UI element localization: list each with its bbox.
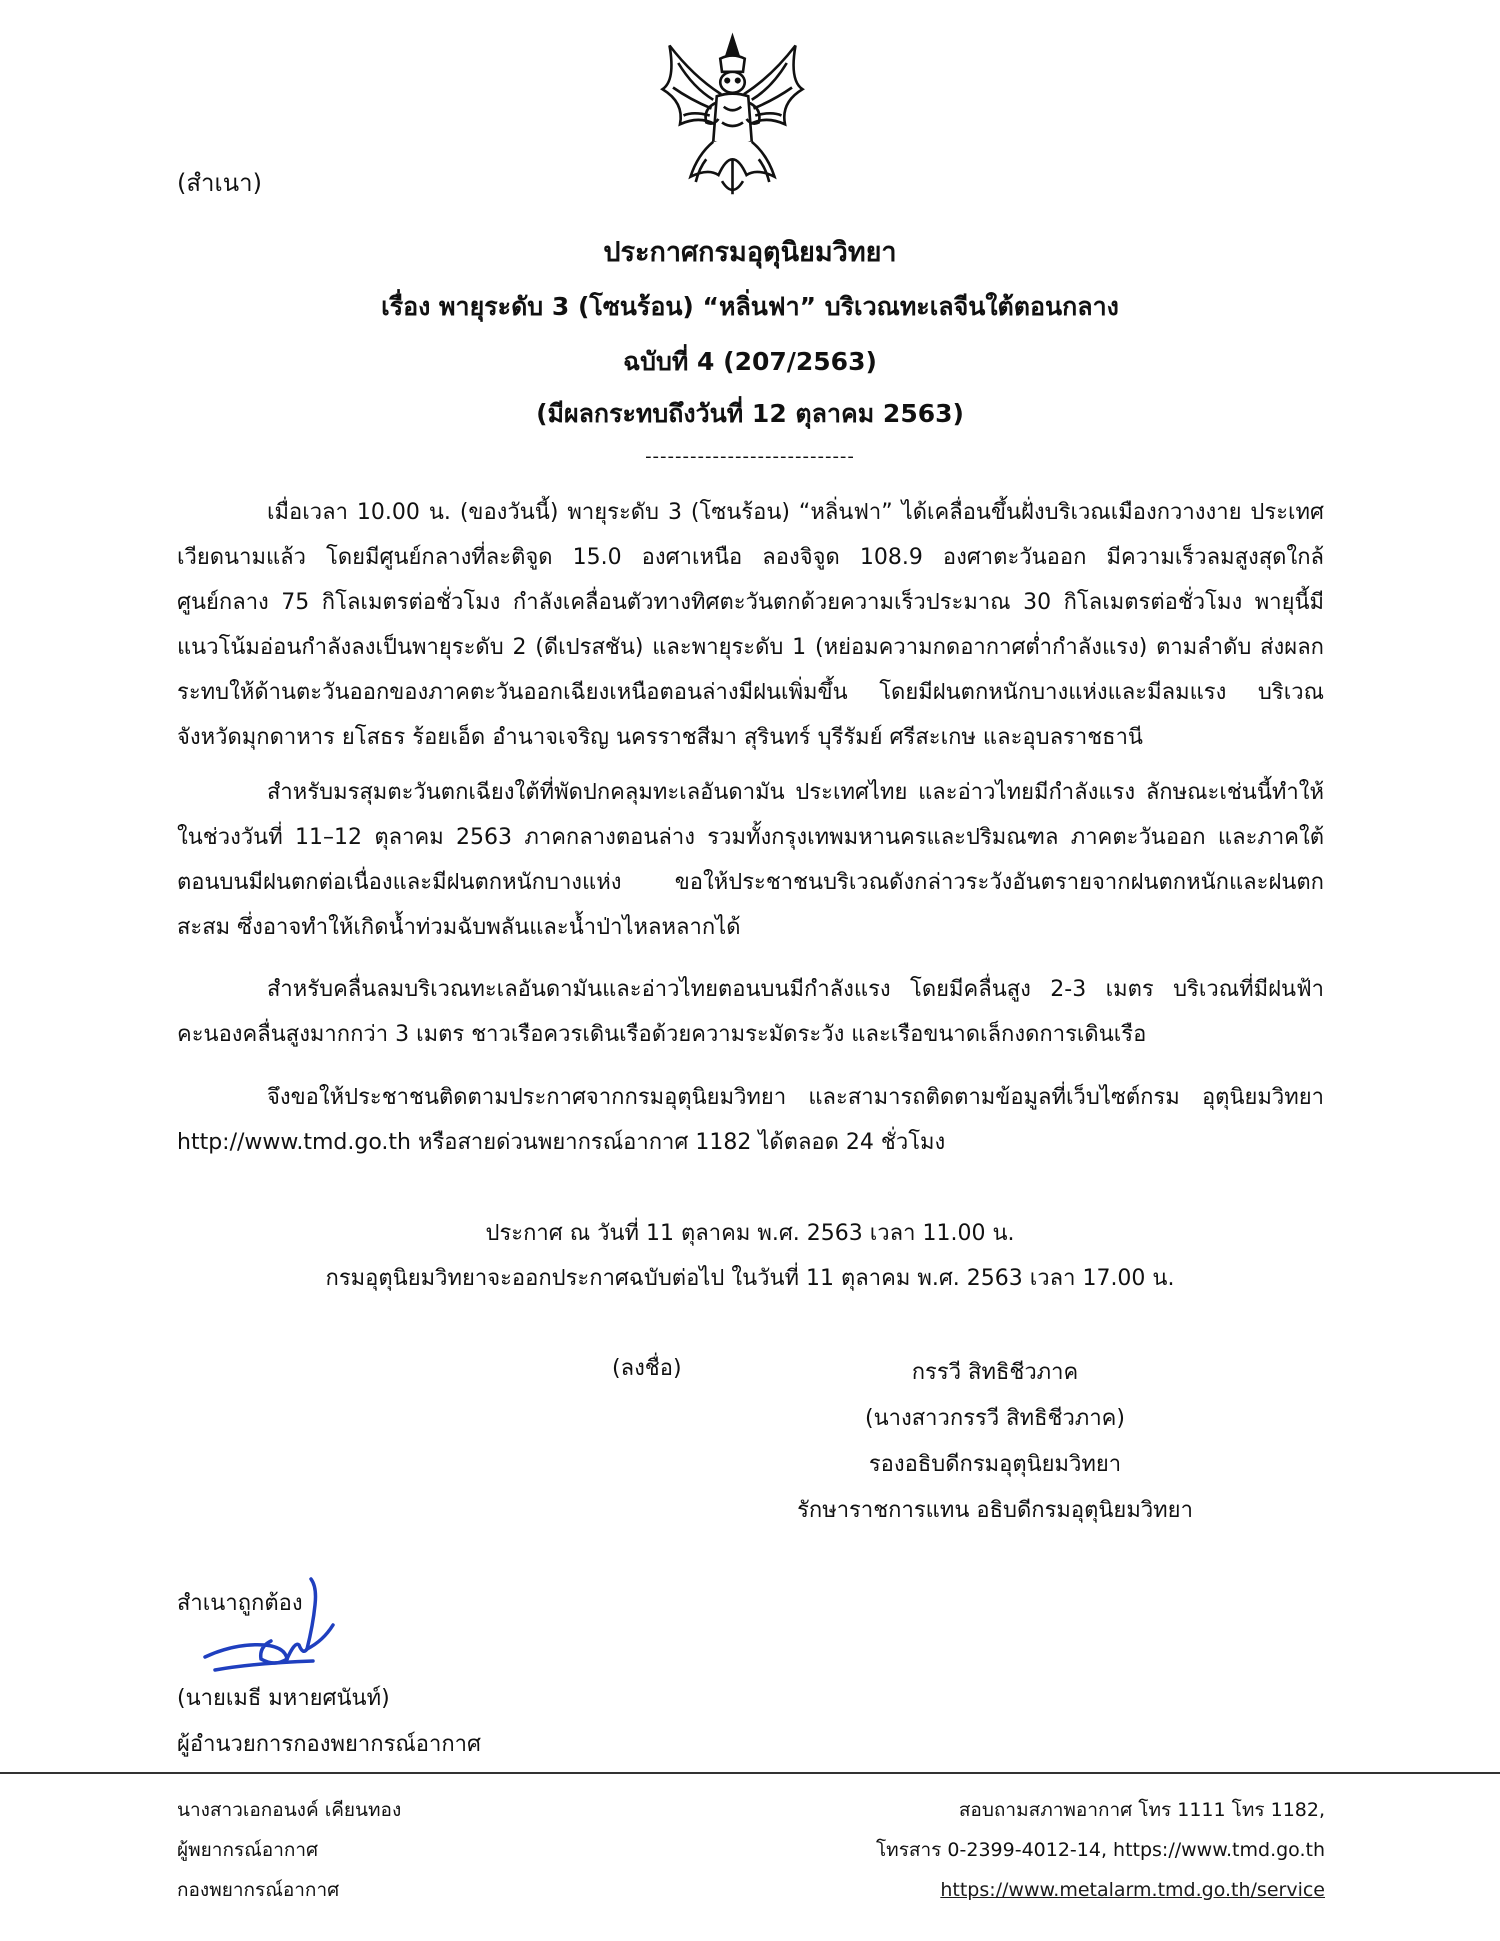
garuda-emblem-icon bbox=[645, 28, 820, 203]
metalarm-service-link[interactable]: https://www.metalarm.tmd.go.th/service bbox=[940, 1879, 1325, 1901]
signed-name: กรรวี สิทธิชีวภาค bbox=[911, 1360, 1079, 1385]
paragraph-waves: สำหรับคลื่นลมบริเวณทะเลอันดามันและอ่าวไทยตอนบนมีกำลังแรง โดยมีคลื่นสูง 2-3 เมตร บริเวณที่มีฝนฟ้าคะนองคลื่นสูงมากกว่า 3 เมตร ชาวเรือควรเดินเรือด้วยความระมัดระวัง และเรือขนาดเล็กงดการเดินเรือ bbox=[177, 977, 1324, 1047]
contact-fax-website: โทรสาร 0-2399-4012-14, https://www.tmd.go.th bbox=[875, 1839, 1325, 1861]
announcement-date: ประกาศ ณ วันที่ 11 ตุลาคม พ.ศ. 2563 เวลา 11.00 น. bbox=[485, 1221, 1015, 1246]
forecaster-name: นางสาวเอกอนงค์ เคียนทอง bbox=[177, 1799, 402, 1821]
announcement-title: ประกาศกรมอุตุนิยมวิทยา bbox=[603, 237, 897, 268]
signature-label: (ลงชื่อ) bbox=[612, 1356, 682, 1381]
announcement-issue: ฉบับที่ 4 (207/2563) bbox=[623, 347, 877, 376]
header-separator: ---------------------------- bbox=[645, 446, 855, 467]
signer-position: รองอธิบดีกรมอุตุนิยมวิทยา bbox=[868, 1452, 1122, 1477]
certifier-name: (นายเมธี มหายศนันท์) bbox=[177, 1686, 390, 1711]
signer-full-name: (นางสาวกรรวี สิทธิชีวภาค) bbox=[865, 1406, 1125, 1431]
footer-divider bbox=[0, 1772, 1500, 1774]
certifier-position: ผู้อำนวยการกองพยากรณ์อากาศ bbox=[177, 1732, 482, 1757]
paragraph-monsoon: สำหรับมรสุมตะวันตกเฉียงใต้ที่พัดปกคลุมทะเลอันดามัน ประเทศไทย และอ่าวไทยมีกำลังแรง ลักษณะเช่นนี้ทำให้ในช่วงวันที่ 11–12 ตุลาคม 2563 ภาคกลางตอนล่าง รวมทั้งกรุงเทพมหานครและปริมณฑล ภาคตะวันออก และภาคใต้ตอนบนมีฝนตกต่อเนื่องและมีฝนตกหนักบางแห่ง ขอให้ประชาชนบริเวณดังกล่าวระวังอันตรายจากฝนตกหนักและฝนตกสะสม ซึ่งอาจทำให้เกิดน้ำท่วมฉับพลันและน้ำป่าไหลหลากได้ bbox=[177, 780, 1324, 940]
forecaster-info bbox=[177, 1790, 401, 1910]
handwritten-signature-icon bbox=[195, 1575, 355, 1680]
announcement-subject: เรื่อง พายุระดับ 3 (โซนร้อน) “หลิ่นฟา” บริเวณทะเลจีนใต้ตอนกลาง bbox=[381, 292, 1119, 321]
signature-block bbox=[730, 1350, 1260, 1534]
forecaster-division: กองพยากรณ์อากาศ bbox=[177, 1879, 340, 1901]
copy-mark: (สำเนา) bbox=[177, 169, 262, 197]
certified-copy-label: สำเนาถูกต้อง bbox=[177, 1591, 303, 1616]
forecaster-title: ผู้พยากรณ์อากาศ bbox=[177, 1839, 319, 1861]
announcement-effect: (มีผลกระทบถึงวันที่ 12 ตุลาคม 2563) bbox=[536, 399, 964, 428]
paragraph-storm-position: เมื่อเวลา 10.00 น. (ของวันนี้) พายุระดับ 3 (โซนร้อน) “หลิ่นฟา” ได้เคลื่อนขึ้นฝั่งบริเวณเมืองกวางงาย ประเทศเวียดนามแล้ว โดยมีศูนย์กลางที่ละติจูด 15.0 องศาเหนือ ลองจิจูด 108.9 องศาตะวันออก มีความเร็วลมสูงสุดใกล้ศูนย์กลาง 75 กิโลเมตรต่อชั่วโมง กำลังเคลื่อนตัวทางทิศตะวันตกด้วยความเร็วประมาณ 30 กิโลเมตรต่อชั่วโมง พายุนี้มีแนวโน้มอ่อนกำลังลงเป็นพายุระดับ 2 (ดีเปรสชัน) และพายุระดับ 1 (หย่อมความกดอากาศต่ำกำลังแรง) ตามลำดับ ส่งผลกระทบให้ด้านตะวันออกของภาคตะวันออกเฉียงเหนือตอนล่างมีฝนเพิ่มขึ้น โดยมีฝนตกหนักบางแห่งและมีลมแรง บริเวณจังหวัดมุกดาหาร ยโสธร ร้อยเอ็ด อำนาจเจริญ นครราชสีมา สุรินทร์ บุรีรัมย์ ศรีสะเกษ และอุบลราชธานี bbox=[177, 500, 1324, 750]
next-announcement: กรมอุตุนิยมวิทยาจะออกประกาศฉบับต่อไป ในวันที่ 11 ตุลาคม พ.ศ. 2563 เวลา 17.00 น. bbox=[325, 1266, 1175, 1291]
contact-info bbox=[876, 1790, 1325, 1910]
signer-acting-position: รักษาราชการแทน อธิบดีกรมอุตุนิยมวิทยา bbox=[797, 1498, 1193, 1523]
contact-phone: สอบถามสภาพอากาศ โทร 1111 โทร 1182, bbox=[958, 1799, 1325, 1821]
paragraph-follow-updates: จึงขอให้ประชาชนติดตามประกาศจากกรมอุตุนิยมวิทยา และสามารถติดตามข้อมูลที่เว็บไซต์กรม อุตุนิยมวิทยา http://www.tmd.go.th หรือสายด่วนพยากรณ์อากาศ 1182 ได้ตลอด 24 ชั่วโมง bbox=[177, 1085, 1324, 1155]
